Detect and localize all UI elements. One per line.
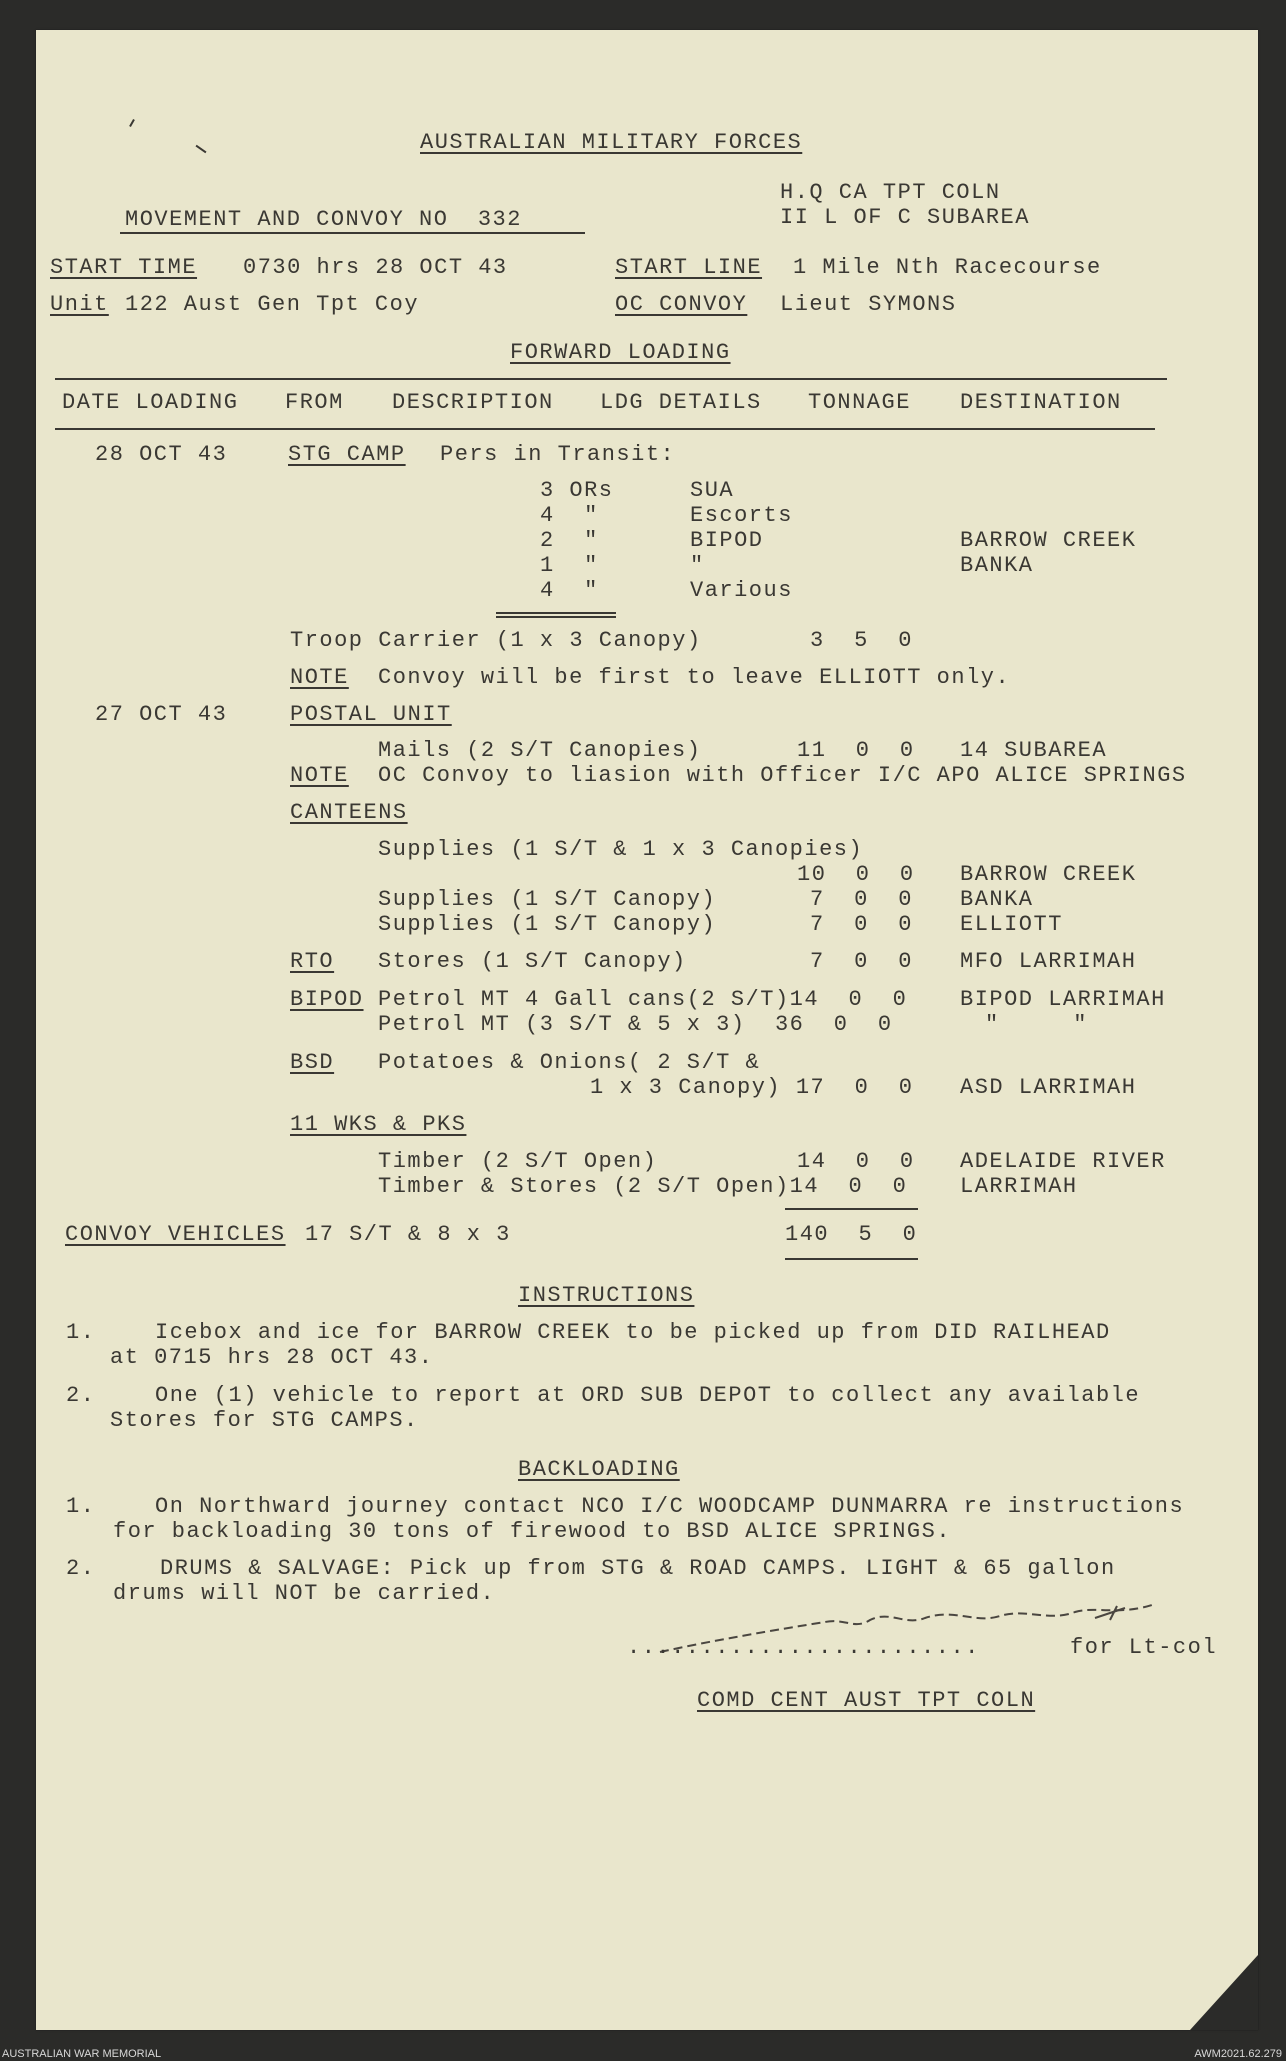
forward-loading-heading: FORWARD LOADING <box>510 340 731 365</box>
potatoes-destination: ASD LARRIMAH <box>960 1075 1137 1100</box>
folded-corner <box>1190 1955 1258 2030</box>
date-loading-1: 28 OCT 43 <box>95 442 228 467</box>
timber-1-tonnage: 14 0 0 <box>797 1149 915 1174</box>
backloading-number: 2. <box>66 1556 96 1581</box>
supplies-3-tonnage: 7 0 0 <box>810 912 913 937</box>
supplies-3: Supplies (1 S/T Canopy) <box>378 912 717 937</box>
note-2: OC Convoy to liasion with Officer I/C APO ALICE SPRINGS <box>378 763 1187 788</box>
unit-label: Unit <box>50 292 109 317</box>
timber-1-destination: ADELAIDE RIVER <box>960 1149 1166 1174</box>
signatory-title: COMD CENT AUST TPT COLN <box>697 1688 1036 1713</box>
supplies-3-destination: ELLIOTT <box>960 912 1063 937</box>
troop-tonnage: 3 5 0 <box>810 628 913 653</box>
col-from: FROM <box>285 390 344 415</box>
start-line-label: START LINE <box>615 255 763 280</box>
note-1: Convoy will be first to leave ELLIOTT only. <box>378 665 1011 690</box>
transit-qty: 1 " <box>540 553 599 578</box>
document-title: AUSTRALIAN MILITARY FORCES <box>420 130 803 155</box>
unit-value: 122 Aust Gen Tpt Coy <box>125 292 420 317</box>
col-ldg-details: LDG DETAILS <box>600 390 762 415</box>
potatoes-line-2: 1 x 3 Canopy) 17 0 0 <box>590 1075 914 1100</box>
instruction-2-line-2: Stores for STG CAMPS. <box>110 1408 419 1433</box>
canteens-label: CANTEENS <box>290 800 408 825</box>
backloading-1-line-2: for backloading 30 tons of firewood to BSD ALICE SPRINGS. <box>113 1519 952 1544</box>
supplies-2-tonnage: 7 0 0 <box>810 887 913 912</box>
mails-tonnage: 11 0 0 <box>797 738 915 763</box>
transit-total-rule <box>496 616 616 618</box>
bsd-label: BSD <box>290 1050 335 1075</box>
hq-line-1: H.Q CA TPT COLN <box>780 180 1001 205</box>
oc-convoy-value: Lieut SYMONS <box>780 292 957 317</box>
instruction-number: 1. <box>66 1320 96 1345</box>
stores: Stores (1 S/T Canopy) <box>378 949 687 974</box>
instruction-1-line-1: Icebox and ice for BARROW CREEK to be picked up from DID RAILHEAD <box>155 1320 1111 1345</box>
col-description: DESCRIPTION <box>392 390 554 415</box>
supplies-1-tonnage: 10 0 0 <box>797 862 915 887</box>
transit-desc: Various <box>690 578 793 603</box>
transit-desc: Escorts <box>690 503 793 528</box>
troop-carrier: Troop Carrier (1 x 3 Canopy) <box>290 628 702 653</box>
supplies-1-destination: BARROW CREEK <box>960 862 1137 887</box>
petrol-2-destination: " " <box>985 1012 1088 1037</box>
table-top-rule <box>55 378 1167 380</box>
petrol-2: Petrol MT (3 S/T & 5 x 3) 36 0 0 <box>378 1012 893 1037</box>
rto-label: RTO <box>290 949 335 974</box>
instruction-2-line-1: One (1) vehicle to report at ORD SUB DEPOT to collect any available <box>155 1383 1141 1408</box>
signature-for: for Lt-col <box>1070 1635 1218 1660</box>
transit-total-rule <box>496 612 616 614</box>
total-tonnage: 140 5 0 <box>785 1222 918 1247</box>
supplies-2-destination: BANKA <box>960 887 1034 912</box>
instructions-heading: INSTRUCTIONS <box>518 1283 695 1308</box>
tonnage-total-rule <box>785 1208 918 1210</box>
transit-desc: " <box>690 553 705 578</box>
table-header-rule <box>55 428 1155 430</box>
mails-destination: 14 SUBAREA <box>960 738 1108 763</box>
transit-qty: 4 " <box>540 503 599 528</box>
petrol-1-destination: BIPOD LARRIMAH <box>960 987 1166 1012</box>
timber-2: Timber & Stores (2 S/T Open)14 0 0 <box>378 1174 908 1199</box>
tonnage-total-rule <box>785 1258 918 1260</box>
footer-right: AWM2021.62.279 <box>1194 2048 1282 2060</box>
stg-camp-label: STG CAMP <box>288 442 406 467</box>
transit-qty: 4 " <box>540 578 599 603</box>
postal-unit-label: POSTAL UNIT <box>290 702 452 727</box>
col-tonnage: TONNAGE <box>808 390 911 415</box>
transit-qty: 2 " <box>540 528 599 553</box>
backloading-heading: BACKLOADING <box>518 1457 680 1482</box>
stores-destination: MFO LARRIMAH <box>960 949 1137 974</box>
date-loading-2: 27 OCT 43 <box>95 702 228 727</box>
transit-dest: BARROW CREEK <box>960 528 1137 553</box>
signature-dots: ........................ <box>627 1635 980 1660</box>
note-label: NOTE <box>290 665 349 690</box>
transit-qty: 3 ORs <box>540 478 614 503</box>
stores-tonnage: 7 0 0 <box>810 949 913 974</box>
backloading-number: 1. <box>66 1494 96 1519</box>
instruction-1-line-2: at 0715 hrs 28 OCT 43. <box>110 1345 434 1370</box>
supplies-1: Supplies (1 S/T & 1 x 3 Canopies) <box>378 837 864 862</box>
backloading-1-line-1: On Northward journey contact NCO I/C WOODCAMP DUNMARRA re instructions <box>155 1494 1185 1519</box>
start-time-label: START TIME <box>50 255 198 280</box>
backloading-2-line-2: drums will NOT be carried. <box>113 1581 496 1606</box>
petrol-1: Petrol MT 4 Gall cans(2 S/T)14 0 0 <box>378 987 908 1012</box>
footer-left: AUSTRALIAN WAR MEMORIAL <box>2 2048 162 2060</box>
start-line-value: 1 Mile Nth Racecourse <box>793 255 1102 280</box>
start-time-value: 0730 hrs 28 OCT 43 <box>243 255 508 280</box>
movement-underline <box>120 232 585 234</box>
hq-line-2: II L OF C SUBAREA <box>780 205 1030 230</box>
convoy-vehicles-value: 17 S/T & 8 x 3 <box>305 1222 511 1247</box>
oc-convoy-label: OC CONVOY <box>615 292 748 317</box>
supplies-2: Supplies (1 S/T Canopy) <box>378 887 717 912</box>
transit-desc: BIPOD <box>690 528 764 553</box>
col-destination: DESTINATION <box>960 390 1122 415</box>
bipod-label: BIPOD <box>290 987 364 1012</box>
backloading-2-line-1: DRUMS & SALVAGE: Pick up from STG & ROAD CAMPS. LIGHT & 65 gallon <box>160 1556 1116 1581</box>
movement-convoy-number: MOVEMENT AND CONVOY NO 332 <box>125 207 522 232</box>
instruction-number: 2. <box>66 1383 96 1408</box>
mails: Mails (2 S/T Canopies) <box>378 738 702 763</box>
convoy-vehicles-label: CONVOY VEHICLES <box>65 1222 286 1247</box>
col-date-loading: DATE LOADING <box>62 390 239 415</box>
potatoes-line-1: Potatoes & Onions( 2 S/T & <box>378 1050 761 1075</box>
pers-in-transit: Pers in Transit: <box>440 442 676 467</box>
transit-dest: BANKA <box>960 553 1034 578</box>
wks-pks-label: 11 WKS & PKS <box>290 1112 467 1137</box>
timber-2-destination: LARRIMAH <box>960 1174 1078 1199</box>
note-label: NOTE <box>290 763 349 788</box>
transit-desc: SUA <box>690 478 735 503</box>
timber-1: Timber (2 S/T Open) <box>378 1149 658 1174</box>
